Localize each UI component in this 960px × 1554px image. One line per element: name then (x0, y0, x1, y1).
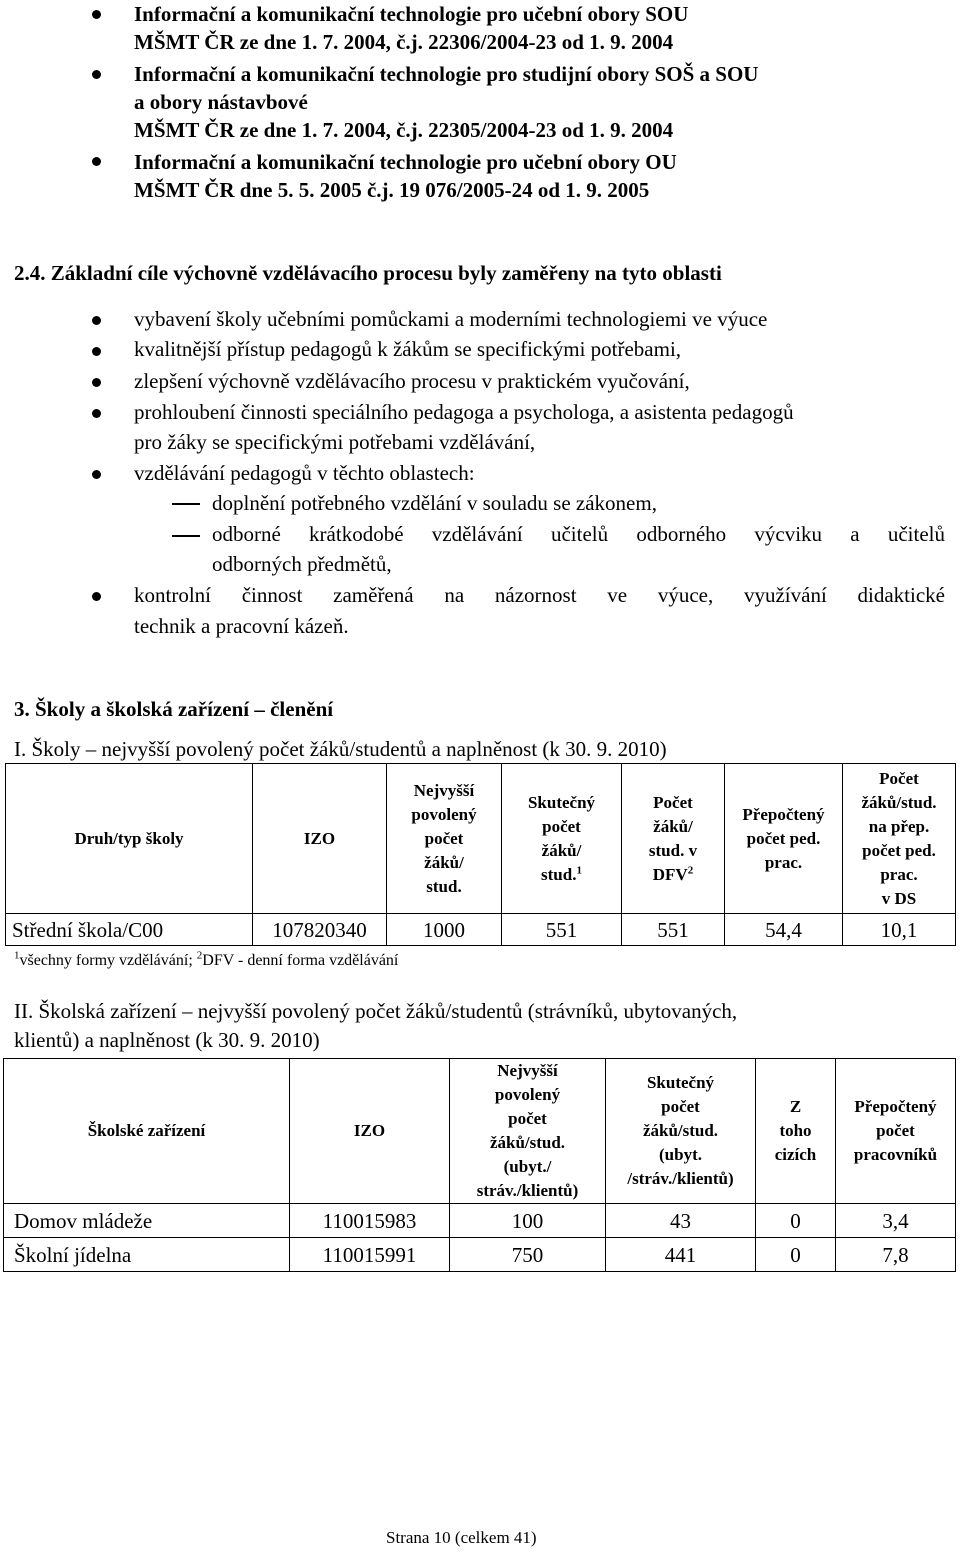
table-row (6, 914, 956, 946)
schools-header-recalc: Přepočtený počet ped. prac. (725, 764, 843, 914)
facility-foreign: 0 (756, 1238, 836, 1272)
section-24-heading: 2.4. Základní cíle výchovně vzdělávacího procesu byly zaměřeny na tyto oblasti (14, 261, 722, 285)
goal-item-4-cont: pro žáky se specifickými potřebami vzdělávání, (134, 430, 536, 454)
facility-max: 750 (450, 1238, 606, 1272)
facilities-header-actual: Skutečný počet žáků/stud. (ubyt. /stráv./klientů) (606, 1059, 756, 1204)
facilities-header-foreign: Z toho cizích (756, 1059, 836, 1204)
legislation-item-1-line2: MŠMT ČR ze dne 1. 7. 2004, č.j. 22306/2004-23 od 1. 9. 2004 (134, 30, 674, 54)
legislation-item-2-line2: a obory nástavbové (134, 90, 308, 114)
facility-foreign: 0 (756, 1204, 836, 1238)
schools-table-title: I. Školy – nejvyšší povolený počet žáků/studentů a naplněnost (k 30. 9. 2010) (14, 737, 667, 761)
legislation-item-3-line2: MŠMT ČR dne 5. 5. 2005 č.j. 19 076/2005-24 od 1. 9. 2005 (134, 178, 650, 202)
table-row (4, 1238, 956, 1272)
facility-actual: 43 (606, 1204, 756, 1238)
goal-item-3: zlepšení výchovně vzdělávacího procesu v praktickém vyučování, (134, 369, 690, 393)
legislation-item-2-line3: MŠMT ČR ze dne 1. 7. 2004, č.j. 22305/2004-23 od 1. 9. 2004 (134, 118, 674, 142)
bullet-icon (92, 157, 101, 166)
facility-name: Školní jídelna (4, 1238, 290, 1272)
sub-item-2: odborné krátkodobé vzdělávání učitelů odborného výcviku a učitelů (212, 522, 945, 546)
schools-header-ratio: Počet žáků/stud. na přep. počet ped. prac. v DS (843, 764, 956, 914)
sub-item-1: doplnění potřebného vzdělání v souladu se zákonem, (212, 491, 657, 515)
schools-header-izo: IZO (253, 764, 387, 914)
facilities-table-title-2: klientů) a naplněnost (k 30. 9. 2010) (14, 1028, 320, 1052)
goal-item-6: kontrolní činnost zaměřená na názornost ve výuce, využívání didaktické (134, 583, 945, 607)
schools-table (5, 763, 956, 946)
school-max: 1000 (387, 914, 502, 946)
school-recalc: 54,4 (725, 914, 843, 946)
facility-name: Domov mládeže (4, 1204, 290, 1238)
dash-icon (172, 503, 200, 505)
sub-item-2-cont: odborných předmětů, (212, 552, 392, 576)
table-footnote: $^1$všechny formy vzdělávání; $^2$DFV - denní forma vzdělávání (14, 949, 399, 969)
school-izo: 107820340 (253, 914, 387, 946)
school-type: Střední škola/C00 (6, 914, 253, 946)
facilities-table-title-1: II. Školská zařízení – nejvyšší povolený počet žáků/studentů (strávníků, ubytovaných, (14, 999, 738, 1023)
legislation-item-2-line1: Informační a komunikační technologie pro studijní obory SOŠ a SOU (134, 62, 759, 86)
school-ratio: 10,1 (843, 914, 956, 946)
legislation-item-1-line1: Informační a komunikační technologie pro učební obory SOU (134, 2, 689, 26)
goal-item-2: kvalitnější přístup pedagogů k žákům se specifickými potřebami, (134, 337, 682, 361)
facilities-header-name: Školské zařízení (4, 1059, 290, 1204)
page-number: Strana 10 (celkem 41) (386, 1528, 537, 1547)
bullet-icon (92, 347, 101, 356)
facilities-header-izo: IZO (290, 1059, 450, 1204)
bullet-icon (92, 470, 101, 479)
goal-item-6-cont: technik a pracovní kázeň. (134, 614, 349, 638)
bullet-icon (92, 409, 101, 418)
table-row (4, 1204, 956, 1238)
facility-izo: 110015983 (290, 1204, 450, 1238)
bullet-icon (92, 592, 101, 601)
facilities-header-max: Nejvyšší povolený počet žáků/stud. (ubyt./ stráv./klientů) (450, 1059, 606, 1204)
facility-max: 100 (450, 1204, 606, 1238)
bullet-icon (92, 70, 101, 79)
schools-header-type: Druh/typ školy (6, 764, 253, 914)
goal-item-1: vybavení školy učebními pomůckami a moderními technologiemi ve výuce (134, 307, 768, 331)
bullet-icon (92, 378, 101, 387)
bullet-icon (92, 316, 101, 325)
goal-item-4: prohloubení činnosti speciálního pedagoga a psychologa, a asistenta pedagogů (134, 400, 794, 424)
bullet-icon (92, 10, 101, 19)
facilities-table (3, 1058, 956, 1272)
schools-header-max: Nejvyšší povolený počet žáků/ stud. (387, 764, 502, 914)
school-dfv: 551 (622, 914, 725, 946)
schools-header-actual: Skutečný počet žáků/ stud.$^1$ (502, 764, 622, 914)
facility-staff: 3,4 (836, 1204, 956, 1238)
section-3-heading: 3. Školy a školská zařízení – členění (14, 697, 334, 721)
school-actual: 551 (502, 914, 622, 946)
schools-header-dfv: Počet žáků/ stud. v DFV$^2$ (622, 764, 725, 914)
facilities-header-staff: Přepočtený počet pracovníků (836, 1059, 956, 1204)
facility-staff: 7,8 (836, 1238, 956, 1272)
legislation-item-3-line1: Informační a komunikační technologie pro učební obory OU (134, 150, 677, 174)
facility-izo: 110015991 (290, 1238, 450, 1272)
facility-actual: 441 (606, 1238, 756, 1272)
dash-icon (172, 535, 200, 537)
goal-item-5: vzdělávání pedagogů v těchto oblastech: (134, 461, 475, 485)
